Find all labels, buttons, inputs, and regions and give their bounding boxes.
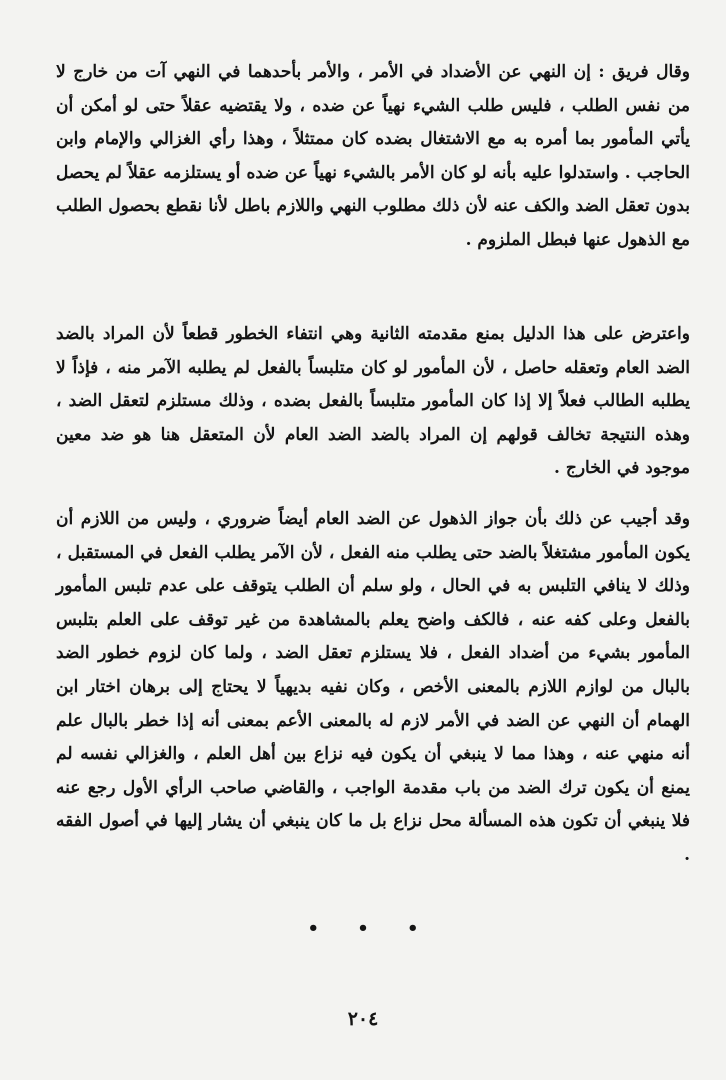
paragraph-3: وقد أجيب عن ذلك بأن جواز الذهول عن الضد العام أيضاً ضروري ، وليس من اللازم أن يكون المأمور مشتغلاً بالضد حتى يطلب منه الفعل ، لأن الآمر يطلب الفعل في المستقبل ، وذلك لا ينافي التلبس به في الحال ، ولو سلم أن الطلب يتوقف على عدم تلبس المأمور بالفعل وعلى كفه عنه ، فالكف واضح يعلم بالمشاهدة من غير توقف على العلم بتلبس المأمور بشيء من أضداد الفعل ، فلا يستلزم تعقل الضد ، ولما كان لزوم خطور الضد بالبال من لوازم اللازم بالمعنى الأخص ، وكان نفيه بديهياً لا يحتاج إلى برهان اختار ابن الهمام أن النهي عن الضد في الأمر لازم له بالمعنى الأعم بمعنى أنه إذا خطر بالبال علم أنه منهي عنه ، وهذا مما لا ينبغي أن يكون فيه نزاع بين أهل العلم ، والغزالي نفسه لم يمنع أن يكون ترك الضد من باب مقدمة الواجب ، والقاضي صاحب الرأي الأول رجع عنه فلا ينبغي أن تكون هذه المسألة محل نزاع بل ما كان ينبغي أن يشار إليها في أصول الفقه . xyxy=(56,509,690,865)
section-divider-dots: • • • xyxy=(307,918,435,939)
paragraph-2: واعترض على هذا الدليل بمنع مقدمته الثانية وهي انتفاء الخطور قطعاً لأن المراد بالضد الضد العام وتعقله حاصل ، لأن المأمور لو كان متلبساً بالفعل لم يطلبه الآمر منه ، فإذاً لا يطلبه الطالب فعلاً إلا إذا كان المأمور متلبساً بالفعل بضده ، وذلك مستلزم لتعقل الضد ، وهذه النتيجة تخالف قولهم إن المراد بالضد الضد العام لأن المتعقل هنا هو ضد معين موجود في الخارج . xyxy=(56,324,690,479)
paragraph-1: وقال فريق : إن النهي عن الأضداد في الأمر ، والأمر بأحدهما في النهي آت من خارج لا من نفس الطلب ، فليس طلب الشيء نهياً عن ضده ، ولا يقتضيه عقلاً حتى لو أمكن أن يأتي المأمور بما أمره به مع الاشتغال بضده كان ممتثلاً ، وهذا رأي الغزالي والإمام وابن الحاجب . واستدلوا عليه بأنه لو كان الأمر بالشيء نهياً عن ضده أو يستلزمه عقلاً لم يحصل بدون تعقل الضد والكف عنه لأن ذلك مطلوب النهي واللازم باطل لأنا نقطع بحصول الطلب مع الذهول عنها فبطل الملزوم . xyxy=(56,62,690,250)
page-number: ٢٠٤ xyxy=(347,1008,379,1030)
